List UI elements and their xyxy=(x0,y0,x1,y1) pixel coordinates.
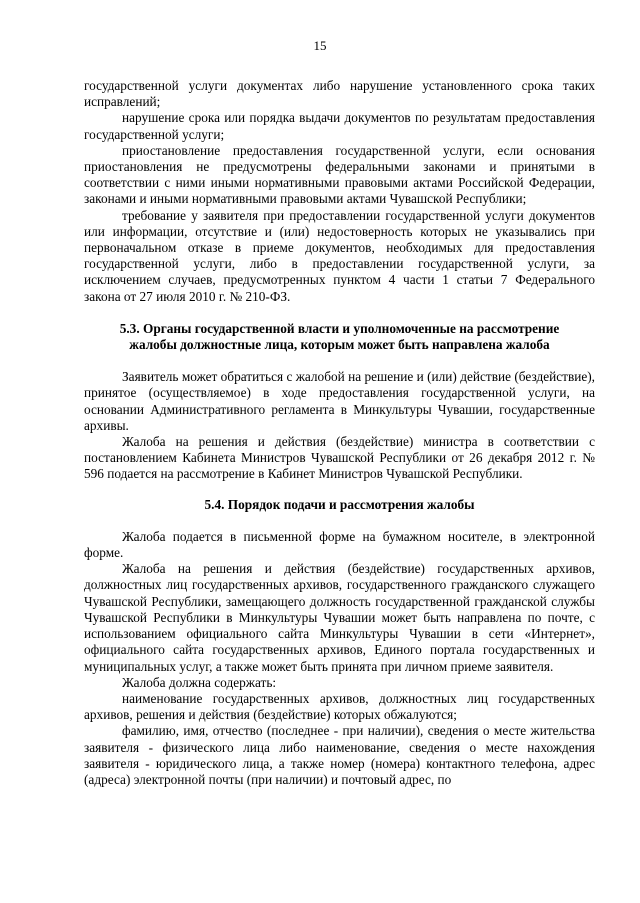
paragraph: государственной услуги документах либо нарушение установленного срока таких исправлений; xyxy=(84,78,595,110)
paragraph: Жалоба подается в письменной форме на бумажном носителе, в электронной форме. xyxy=(84,528,595,561)
paragraph: требование у заявителя при предоставлении государственной услуги документов или информации, отсутствие и (или) недостоверность которых не указывались при первоначальном отказе в приеме документов, необходимых для предоставления государственной услуги, либо в предоставлении государственной услуги, за исключением случаев, предусмотренных пунктом 4 части 1 статьи 7 Федерального закона от 27 июля 2010 г. № 210-ФЗ. xyxy=(84,207,595,304)
section-heading-5-3-line-2: жалобы должностные лица, которым может быть направлена жалоба xyxy=(129,337,550,353)
paragraph: Жалоба на решения и действия (бездействие) министра в соответствии с постановлением Кабинета Министров Чувашской Республики от 26 декабря 2012 г. № 596 подается на рассмотрение в Кабинет Министров Чувашской Республики. xyxy=(84,434,595,482)
section-heading-5-3-line-1: 5.3. Органы государственной власти и уполномоченные на рассмотрение xyxy=(119,320,560,336)
section-heading-5-4: 5.4. Порядок подачи и рассмотрения жалобы xyxy=(204,496,475,512)
paragraph: Жалоба должна содержать: xyxy=(122,674,277,690)
document-body xyxy=(84,78,595,788)
page-number: 15 xyxy=(313,38,327,53)
paragraph: наименование государственных архивов, должностных лиц государственных архивов, решения и действия (бездействие) которых обжалуются; xyxy=(84,690,595,723)
paragraph: фамилию, имя, отчество (последнее - при наличии), сведения о месте жительства заявителя - физического лица либо наименование, сведения о месте нахождения заявителя - юридического лица, а также номер (номера) контактного телефона, адрес (адреса) электронной почты (при наличии) и почтовый адрес, по xyxy=(84,723,595,787)
paragraph: нарушение срока или порядка выдачи документов по результатам предоставления государственной услуги; xyxy=(84,110,595,142)
paragraph: Заявитель может обратиться с жалобой на решение и (или) действие (бездействие), принятое (осуществляемое) в ходе предоставления государственной услуги, на основании Административного регламента в Минкультуры Чувашии, государственные архивы. xyxy=(84,369,595,433)
paragraph: приостановление предоставления государственной услуги, если основания приостановления не предусмотрены федеральными законами и принятыми в соответствии с ними иными нормативными правовыми актами Российской Федерации, законами и иными нормативными правовыми актами Чувашской Республики; xyxy=(84,142,595,207)
paragraph: Жалоба на решения и действия (бездействие) государственных архивов, должностных лиц государственных архивов, государственного гражданского служащего Чувашской Республики, замещающего должность государственной гражданской службы Чувашской Республики в Минкультуры Чувашии может быть направлена по почте, с использованием официального сайта Минкультуры Чувашии в сети «Интернет», официального сайта государственных архивов, Единого портала государственных и муниципальных услуг, а также может быть принята при личном приеме заявителя. xyxy=(84,561,595,674)
